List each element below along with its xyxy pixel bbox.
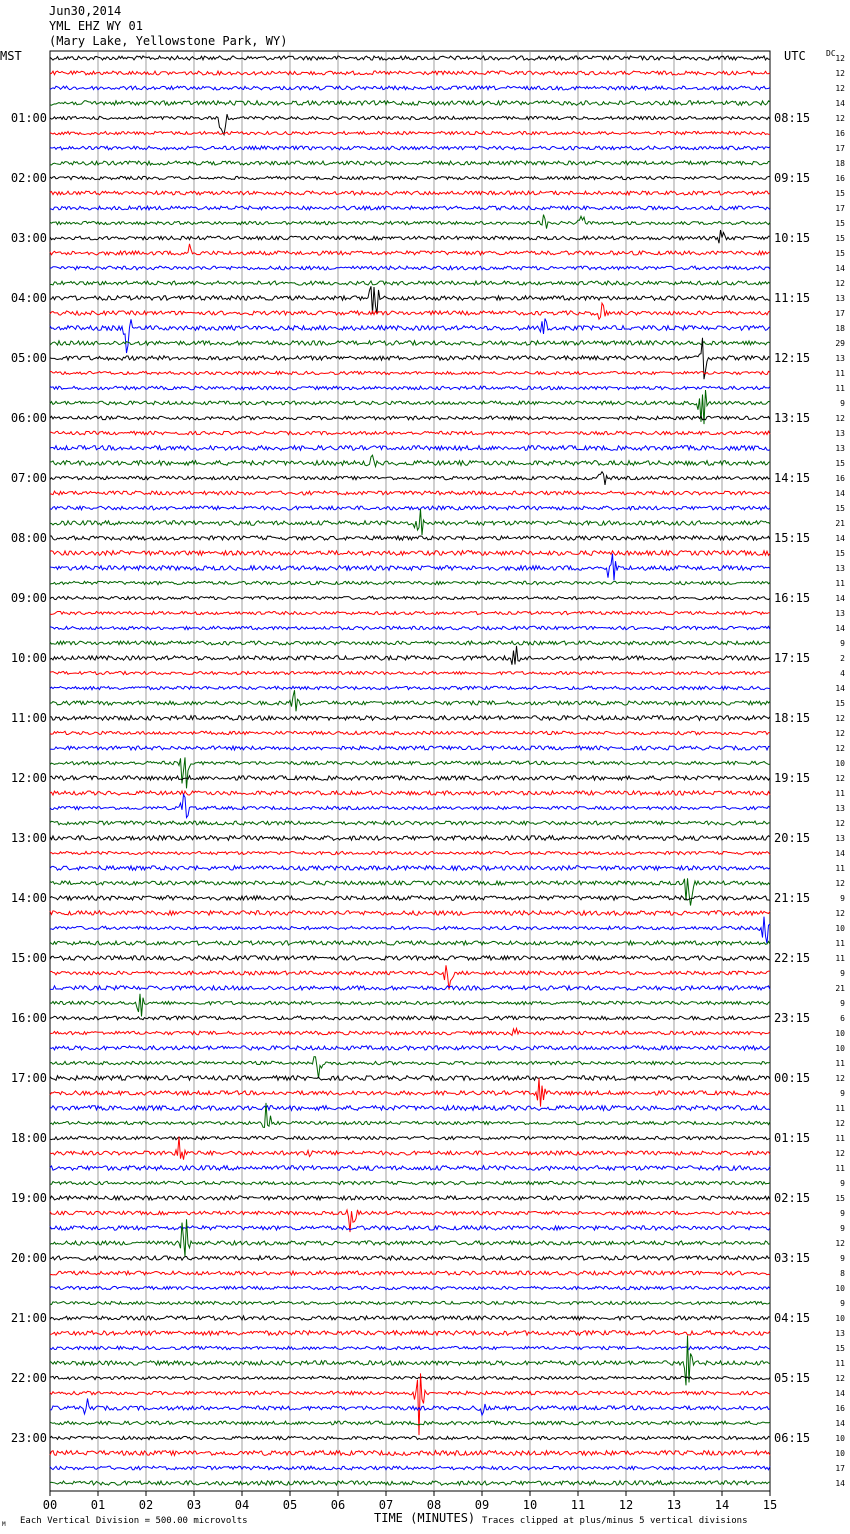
- trace-29: [50, 491, 770, 495]
- dc-offset-label: 12: [835, 84, 845, 93]
- trace-3: [50, 101, 770, 106]
- dc-offset-label: 21: [835, 519, 845, 528]
- utc-hour-label: 15:15: [774, 531, 811, 545]
- header-station: YML EHZ WY 01: [49, 19, 143, 33]
- dc-offset-label: 14: [835, 264, 845, 273]
- dc-offset-label: 29: [835, 339, 845, 348]
- dc-offset-label: 16: [835, 474, 845, 483]
- dc-offset-label: 14: [835, 489, 845, 498]
- dc-offset-label: 12: [835, 414, 845, 423]
- dc-offset-label: 11: [835, 864, 845, 873]
- utc-hour-label: 02:15: [774, 1191, 811, 1205]
- dc-offset-label: 11: [835, 1134, 845, 1143]
- x-tick-label: 10: [522, 1498, 538, 1512]
- dc-offset-label: 9: [840, 1089, 845, 1098]
- x-tick-label: 00: [42, 1498, 58, 1512]
- dc-offset-label: 11: [835, 384, 845, 393]
- trace-21: [50, 371, 770, 374]
- dc-offset-label: 12: [835, 114, 845, 123]
- dc-offset-label: 10: [835, 1449, 845, 1458]
- trace-85: [50, 1331, 770, 1336]
- dc-offset-label: 15: [835, 699, 845, 708]
- dc-offset-label: 12: [835, 819, 845, 828]
- trace-55: [50, 878, 770, 905]
- dc-offset-label: 15: [835, 459, 845, 468]
- trace-78: [50, 1226, 770, 1230]
- dc-offset-label: 9: [840, 1299, 845, 1308]
- dc-offset-label: 13: [835, 804, 845, 813]
- dc-offset-label: 12: [835, 69, 845, 78]
- dc-offset-label: 11: [835, 1164, 845, 1173]
- mst-hour-label: 04:00: [10, 291, 47, 305]
- trace-28: [50, 472, 770, 485]
- dc-offset-label: 12: [835, 1239, 845, 1248]
- trace-93: [50, 1451, 770, 1456]
- dc-offset-label: 9: [840, 1224, 845, 1233]
- trace-95: [50, 1481, 770, 1485]
- utc-hour-label: 17:15: [774, 651, 811, 665]
- trace-84: [50, 1316, 770, 1320]
- mst-hour-labels: [11, 111, 47, 1445]
- utc-hour-label: 13:15: [774, 411, 811, 425]
- trace-26: [50, 446, 770, 451]
- trace-46: [50, 746, 770, 750]
- dc-offset-label: 10: [835, 759, 845, 768]
- x-axis-ticks: [43, 1491, 777, 1512]
- trace-53: [50, 851, 770, 854]
- trace-51: [50, 821, 770, 825]
- trace-65: [50, 1028, 770, 1035]
- trace-54: [50, 866, 770, 870]
- trace-16: [50, 286, 770, 314]
- clip-note: Traces clipped at plus/minus 5 vertical divisions: [482, 1516, 748, 1526]
- trace-92: [50, 1436, 770, 1439]
- trace-83: [50, 1301, 770, 1304]
- trace-36: [50, 596, 770, 599]
- dc-offset-label: 10: [835, 1284, 845, 1293]
- dc-offset-label: 15: [835, 249, 845, 258]
- utc-hour-label: 12:15: [774, 351, 811, 365]
- mst-hour-label: 13:00: [10, 831, 47, 845]
- x-tick-label: 03: [186, 1498, 202, 1512]
- utc-hour-label: 04:15: [774, 1311, 811, 1325]
- trace-81: [50, 1271, 770, 1275]
- utc-hour-label: 08:15: [774, 111, 811, 125]
- dc-offset-label: 10: [835, 924, 845, 933]
- dc-offset-label: 13: [835, 609, 845, 618]
- dc-offset-label: 12: [835, 774, 845, 783]
- trace-90: [50, 1399, 770, 1416]
- dc-offset-label: 11: [835, 939, 845, 948]
- utc-hour-label: 11:15: [774, 291, 811, 305]
- x-tick-label: 12: [618, 1498, 634, 1512]
- trace-0: [50, 56, 770, 60]
- trace-24: [50, 416, 770, 420]
- trace-94: [50, 1466, 770, 1470]
- dc-offset-label: 17: [835, 204, 845, 213]
- trace-62: [50, 986, 770, 990]
- x-tick-label: 05: [282, 1498, 298, 1512]
- mst-axis-title: MST: [0, 49, 22, 63]
- trace-75: [50, 1180, 770, 1184]
- dc-offset-label: 12: [835, 54, 845, 63]
- trace-61: [50, 965, 770, 989]
- trace-15: [50, 281, 770, 285]
- dc-offset-label: 13: [835, 564, 845, 573]
- utc-hour-label: 00:15: [774, 1071, 811, 1085]
- trace-56: [50, 896, 770, 900]
- trace-37: [50, 611, 770, 614]
- dc-offset-label: 15: [835, 549, 845, 558]
- trace-42: [50, 686, 770, 689]
- trace-74: [50, 1166, 770, 1171]
- trace-39: [50, 641, 770, 645]
- dc-offset-label: 10: [835, 1314, 845, 1323]
- x-tick-label: 08: [426, 1498, 442, 1512]
- x-tick-label: 07: [378, 1498, 394, 1512]
- mst-hour-label: 01:00: [10, 111, 47, 125]
- trace-34: [50, 554, 770, 581]
- trace-91: [50, 1421, 770, 1425]
- dc-offset-label: 16: [835, 174, 845, 183]
- dc-offset-label: 12: [835, 1119, 845, 1128]
- mst-hour-label: 03:00: [10, 231, 47, 245]
- header-location: (Mary Lake, Yellowstone Park, WY): [49, 34, 288, 48]
- utc-hour-label: 06:15: [774, 1431, 811, 1445]
- dc-offset-label: 4: [840, 669, 845, 678]
- dc-offset-label: 10: [835, 1044, 845, 1053]
- trace-5: [50, 131, 770, 134]
- dc-offset-label: 13: [835, 429, 845, 438]
- utc-axis-title: UTC: [784, 49, 806, 63]
- dc-offset-label: 14: [835, 1389, 845, 1398]
- trace-35: [50, 581, 770, 584]
- mst-hour-label: 21:00: [10, 1311, 47, 1325]
- trace-14: [50, 266, 770, 270]
- mst-hour-label: 02:00: [10, 171, 47, 185]
- trace-44: [50, 716, 770, 721]
- dc-offset-label: 11: [835, 1059, 845, 1068]
- trace-9: [50, 191, 770, 195]
- dc-offset-label: 17: [835, 309, 845, 318]
- dc-offset-label: 15: [835, 1194, 845, 1203]
- trace-10: [50, 206, 770, 210]
- trace-8: [50, 176, 770, 179]
- trace-86: [50, 1346, 770, 1349]
- dc-offset-label: 16: [835, 129, 845, 138]
- x-tick-label: 11: [570, 1498, 586, 1512]
- mst-hour-label: 16:00: [10, 1011, 47, 1025]
- traces-group: [50, 56, 770, 1485]
- mst-hour-label: 15:00: [10, 951, 47, 965]
- mst-hour-label: 05:00: [10, 351, 47, 365]
- utc-hour-label: 23:15: [774, 1011, 811, 1025]
- dc-offset-label: 13: [835, 834, 845, 843]
- dc-offset-label: 12: [835, 879, 845, 888]
- dc-offset-label: 11: [835, 579, 845, 588]
- dc-offset-label: 11: [835, 789, 845, 798]
- trace-67: [50, 1057, 770, 1079]
- trace-64: [50, 1016, 770, 1020]
- dc-offset-label: 14: [835, 849, 845, 858]
- mst-hour-label: 14:00: [10, 891, 47, 905]
- trace-13: [50, 244, 770, 255]
- trace-59: [50, 941, 770, 945]
- dc-offset-label: 9: [840, 639, 845, 648]
- mst-hour-label: 17:00: [10, 1071, 47, 1085]
- trace-6: [50, 146, 770, 150]
- trace-17: [50, 303, 770, 319]
- dc-offset-label: 13: [835, 1329, 845, 1338]
- trace-80: [50, 1256, 770, 1260]
- dc-offset-label: 6: [840, 1014, 845, 1023]
- dc-offset-label: 10: [835, 1029, 845, 1038]
- trace-38: [50, 626, 770, 629]
- dc-offset-label: 13: [835, 444, 845, 453]
- dc-offset-label: 9: [840, 894, 845, 903]
- mst-hour-label: 07:00: [10, 471, 47, 485]
- mst-hour-label: 08:00: [10, 531, 47, 545]
- trace-60: [50, 956, 770, 960]
- dc-offset-label: 2: [840, 654, 845, 663]
- trace-70: [50, 1106, 770, 1111]
- trace-88: [50, 1376, 770, 1379]
- trace-19: [50, 341, 770, 345]
- trace-12: [50, 230, 770, 243]
- dc-offset-label: 14: [835, 99, 845, 108]
- trace-82: [50, 1286, 770, 1289]
- dc-offset-label: 17: [835, 144, 845, 153]
- trace-66: [50, 1046, 770, 1050]
- trace-25: [50, 431, 770, 434]
- x-tick-label: 04: [234, 1498, 250, 1512]
- x-axis-title: TIME (MINUTES): [374, 1511, 476, 1525]
- utc-hour-labels: [774, 111, 810, 1445]
- utc-hour-label: 22:15: [774, 951, 811, 965]
- trace-43: [50, 690, 770, 711]
- dc-offset-label: 12: [835, 744, 845, 753]
- dc-offset-label: 14: [835, 624, 845, 633]
- utc-hour-label: 10:15: [774, 231, 811, 245]
- dc-offset-label: 15: [835, 219, 845, 228]
- dc-offset-label: 15: [835, 234, 845, 243]
- x-tick-label: 01: [90, 1498, 106, 1512]
- dc-offset-label: 8: [840, 1269, 845, 1278]
- dc-offset-label: 13: [835, 354, 845, 363]
- dc-offset-label: 14: [835, 534, 845, 543]
- dc-offset-label: 14: [835, 684, 845, 693]
- trace-63: [50, 994, 770, 1017]
- trace-31: [50, 509, 770, 535]
- dc-offset-label: 11: [835, 369, 845, 378]
- trace-32: [50, 536, 770, 540]
- header-date: Jun30,2014: [49, 4, 122, 18]
- dc-offset-label: 18: [835, 159, 845, 168]
- mst-hour-label: 10:00: [10, 651, 47, 665]
- mst-hour-label: 12:00: [10, 771, 47, 785]
- x-tick-label: 09: [474, 1498, 490, 1512]
- x-tick-label: 02: [138, 1498, 154, 1512]
- mst-hour-label: 20:00: [10, 1251, 47, 1265]
- dc-offset-label: 9: [840, 1179, 845, 1188]
- dc-offset-label: 12: [835, 1074, 845, 1083]
- x-tick-label: 06: [330, 1498, 346, 1512]
- utc-hour-label: 19:15: [774, 771, 811, 785]
- dc-offset-label: 11: [835, 954, 845, 963]
- trace-73: [50, 1137, 770, 1160]
- trace-58: [50, 917, 770, 944]
- utc-hour-label: 14:15: [774, 471, 811, 485]
- x-tick-label: 13: [666, 1498, 682, 1512]
- dc-offset-label: 21: [835, 984, 845, 993]
- utc-hour-label: 01:15: [774, 1131, 811, 1145]
- trace-22: [50, 386, 770, 390]
- trace-52: [50, 836, 770, 841]
- dc-offset-label: 9: [840, 1254, 845, 1263]
- mst-hour-label: 22:00: [10, 1371, 47, 1385]
- dc-offset-label: 9: [840, 999, 845, 1008]
- utc-hour-label: 18:15: [774, 711, 811, 725]
- trace-30: [50, 506, 770, 510]
- utc-hour-label: 05:15: [774, 1371, 811, 1385]
- dc-offset-label: 12: [835, 279, 845, 288]
- utc-hour-label: 09:15: [774, 171, 811, 185]
- utc-hour-label: 20:15: [774, 831, 811, 845]
- utc-hour-label: 21:15: [774, 891, 811, 905]
- trace-2: [50, 86, 770, 90]
- mst-hour-label: 06:00: [10, 411, 47, 425]
- trace-18: [50, 319, 770, 353]
- dc-offset-label: 12: [835, 1149, 845, 1158]
- dc-offset-label: 17: [835, 1464, 845, 1473]
- trace-47: [50, 757, 770, 788]
- trace-45: [50, 731, 770, 734]
- dc-offset-label: 11: [835, 1104, 845, 1113]
- corner-mark: M: [2, 1521, 6, 1528]
- dc-offset-label: 13: [835, 294, 845, 303]
- dc-offset-label: 16: [835, 1404, 845, 1413]
- trace-40: [50, 646, 770, 665]
- trace-1: [50, 71, 770, 75]
- dc-offset-labels: [835, 54, 845, 1488]
- x-tick-label: 15: [762, 1498, 778, 1512]
- utc-hour-label: 16:15: [774, 591, 811, 605]
- dc-offset-label: 12: [835, 714, 845, 723]
- dc-offset-label: 18: [835, 324, 845, 333]
- dc-offset-label: 12: [835, 909, 845, 918]
- dc-offset-label: 9: [840, 399, 845, 408]
- dc-offset-label: 12: [835, 729, 845, 738]
- trace-68: [50, 1076, 770, 1081]
- trace-27: [50, 455, 770, 466]
- mst-hour-label: 19:00: [10, 1191, 47, 1205]
- dc-offset-label: 14: [835, 594, 845, 603]
- x-tick-label: 14: [714, 1498, 730, 1512]
- mst-hour-label: 23:00: [10, 1431, 47, 1445]
- utc-hour-label: 03:15: [774, 1251, 811, 1265]
- trace-11: [50, 215, 770, 229]
- trace-7: [50, 161, 770, 165]
- trace-72: [50, 1136, 770, 1139]
- trace-57: [50, 911, 770, 916]
- trace-49: [50, 791, 770, 795]
- trace-48: [50, 776, 770, 780]
- trace-50: [50, 795, 770, 818]
- mst-hour-label: 11:00: [10, 711, 47, 725]
- dc-offset-label: 15: [835, 189, 845, 198]
- trace-69: [50, 1078, 770, 1107]
- trace-33: [50, 551, 770, 556]
- dc-offset-label: 15: [835, 1344, 845, 1353]
- dc-offset-label: 9: [840, 1209, 845, 1218]
- dc-offset-label: 11: [835, 1359, 845, 1368]
- dc-offset-label: 12: [835, 1374, 845, 1383]
- dc-axis-title: DC: [826, 49, 836, 58]
- trace-79: [50, 1219, 770, 1257]
- dc-offset-label: 15: [835, 504, 845, 513]
- trace-76: [50, 1196, 770, 1200]
- mst-hour-label: 09:00: [10, 591, 47, 605]
- mst-hour-label: 18:00: [10, 1131, 47, 1145]
- trace-41: [50, 671, 770, 674]
- dc-offset-label: 9: [840, 969, 845, 978]
- dc-offset-label: 14: [835, 1479, 845, 1488]
- trace-89: [50, 1373, 770, 1435]
- dc-offset-label: 14: [835, 1419, 845, 1428]
- scale-note: Each Vertical Division = 500.00 microvolts: [20, 1516, 248, 1526]
- dc-offset-label: 10: [835, 1434, 845, 1443]
